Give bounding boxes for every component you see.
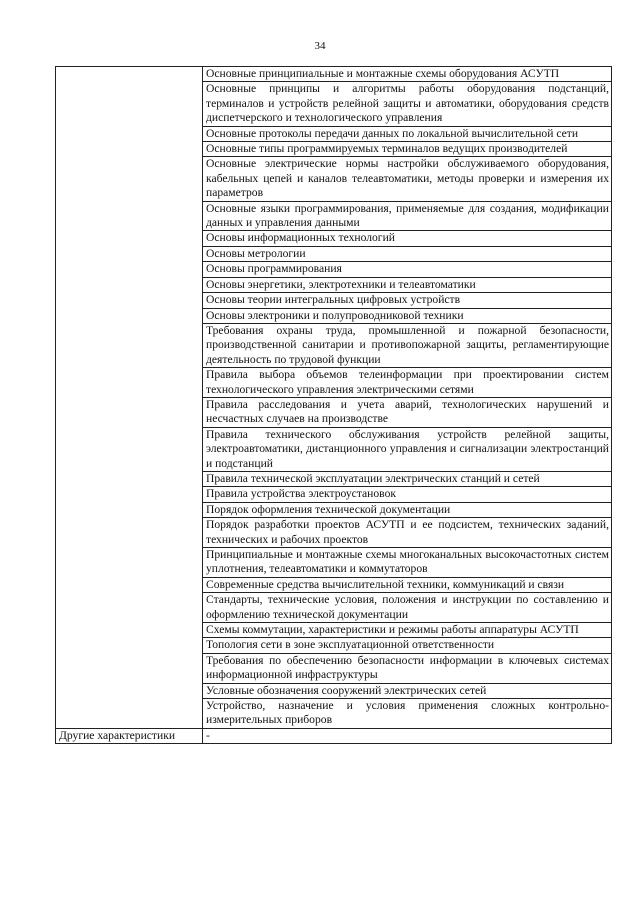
knowledge-item-cell: Порядок разработки проектов АСУТП и ее подсистем, технических заданий, технических и рабочих проектов [203,518,612,548]
knowledge-item-cell: Правила технической эксплуатации электрических станций и сетей [203,471,612,486]
knowledge-item-cell: Основы программирования [203,262,612,277]
knowledge-item-cell: Правила устройства электроустановок [203,487,612,502]
knowledge-item-cell: Схемы коммутации, характеристики и режимы работы аппаратуры АСУТП [203,623,612,638]
knowledge-item-cell: Правила технического обслуживания устройств релейной защиты, электроавтоматики, дистанционного управления и сигнализации электростанций и подстанций [203,427,612,471]
knowledge-item-cell: Основы информационных технологий [203,231,612,246]
knowledge-table [55,66,612,744]
knowledge-item-cell: Принципиальные и монтажные схемы многоканальных высокочастотных систем уплотнения, телеавтоматики и коммутаторов [203,548,612,578]
other-characteristics-value: - [203,728,612,743]
knowledge-item-cell: Правила расследования и учета аварий, технологических нарушений и несчастных случаев на производстве [203,397,612,427]
table-row [56,67,612,82]
knowledge-item-cell: Порядок оформления технической документации [203,502,612,517]
knowledge-label-cell [56,67,203,729]
knowledge-item-cell: Современные средства вычислительной техники, коммуникаций и связи [203,577,612,592]
knowledge-item-cell: Основные языки программирования, применяемые для создания, модификации данных и управления данными [203,201,612,231]
knowledge-item-cell: Основные принципиальные и монтажные схемы оборудования АСУТП [203,67,612,82]
knowledge-item-cell: Основные электрические нормы настройки обслуживаемого оборудования, кабельных цепей и каналов телеавтоматики, методы проверки и измерения их параметров [203,157,612,201]
knowledge-item-cell: Основные протоколы передачи данных по локальной вычислительной сети [203,126,612,141]
knowledge-item-cell: Основные типы программируемых терминалов ведущих производителей [203,142,612,157]
knowledge-table-body [56,67,612,744]
knowledge-item-cell: Основы метрологии [203,246,612,261]
other-characteristics-row [56,728,612,743]
knowledge-item-cell: Требования охраны труда, промышленной и пожарной безопасности, производственной санитарии и противопожарной защиты, регламентирующие деятельность по трудовой функции [203,323,612,367]
knowledge-item-cell: Основные принципы и алгоритмы работы оборудования подстанций, терминалов и устройств релейной защиты и автоматики, оборудования средств диспетчерского и технологического управления [203,82,612,126]
knowledge-item-cell: Топология сети в зоне эксплуатационной ответственности [203,638,612,653]
page-number: 34 [314,40,326,52]
other-characteristics-label: Другие характеристики [56,728,203,743]
knowledge-item-cell: Условные обозначения сооружений электрических сетей [203,683,612,698]
knowledge-item-cell: Стандарты, технические условия, положения и инструкции по составлению и оформлению технической документации [203,593,612,623]
knowledge-item-cell: Правила выбора объемов телеинформации при проектировании систем технологического управления электрическими сетями [203,368,612,398]
knowledge-item-cell: Устройство, назначение и условия применения сложных контрольно-измерительных приборов [203,699,612,729]
knowledge-item-cell: Требования по обеспечению безопасности информации в ключевых системах информационной инфраструктуры [203,653,612,683]
knowledge-item-cell: Основы электроники и полупроводниковой техники [203,308,612,323]
knowledge-item-cell: Основы теории интегральных цифровых устройств [203,293,612,308]
knowledge-item-cell: Основы энергетики, электротехники и телеавтоматики [203,277,612,292]
